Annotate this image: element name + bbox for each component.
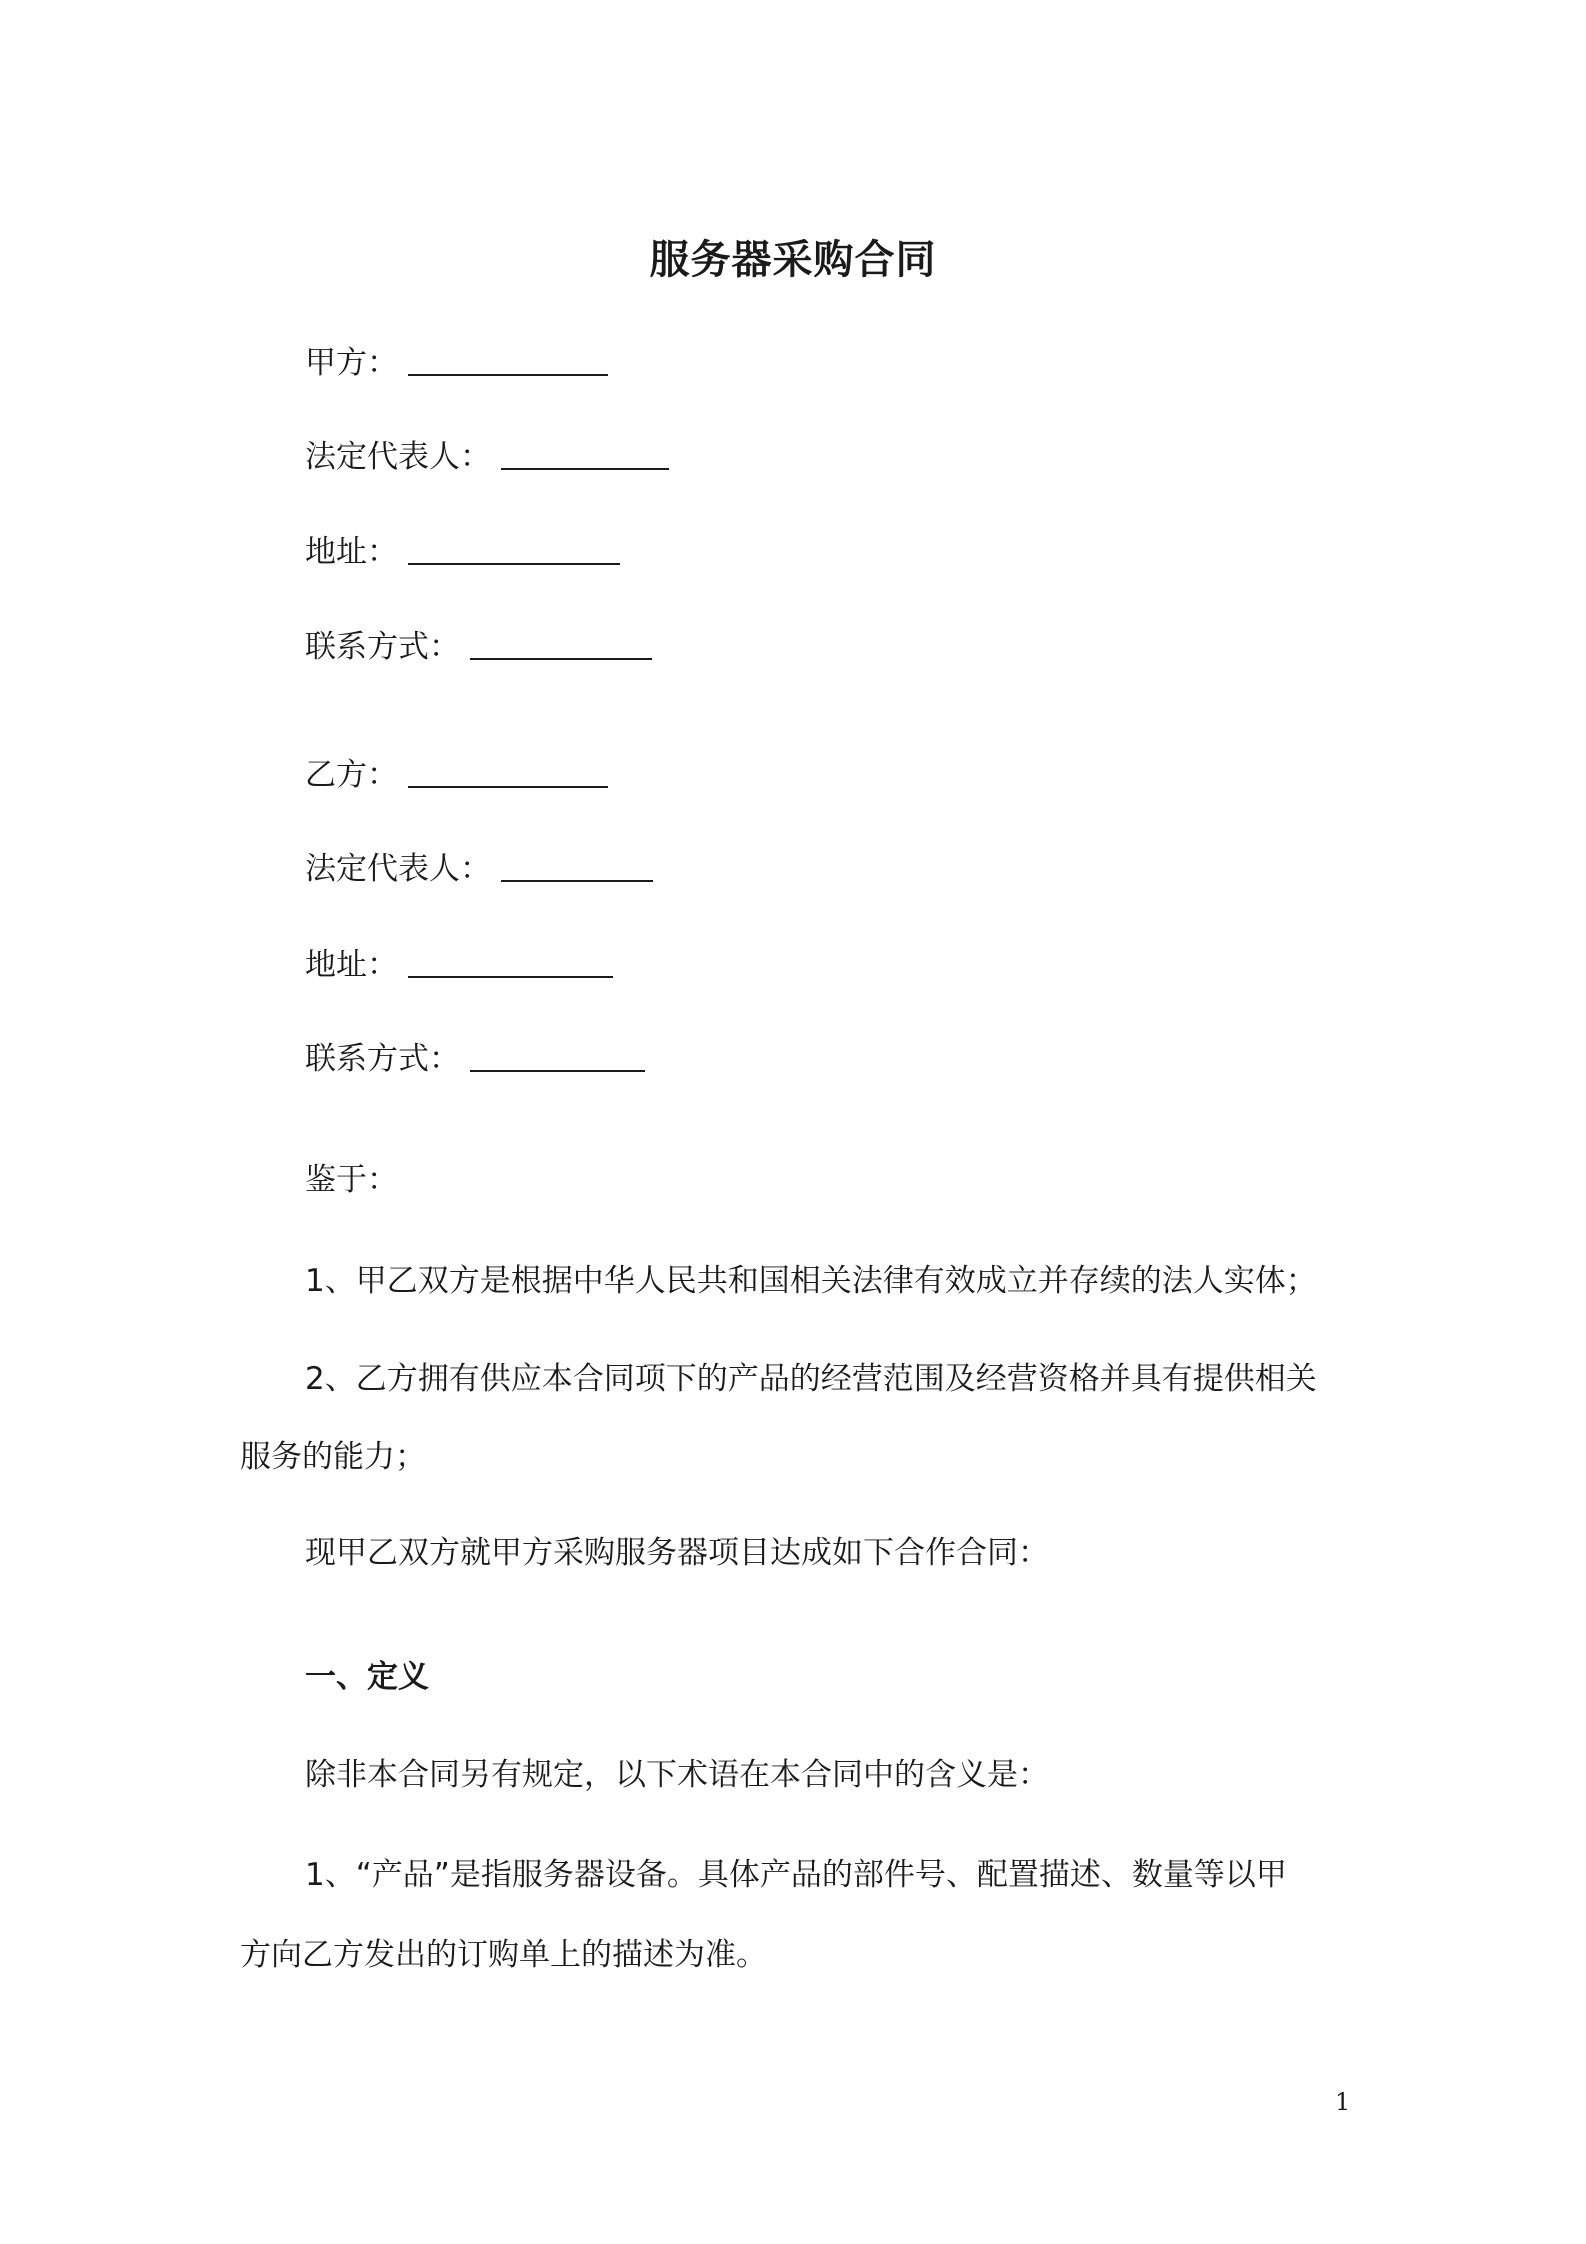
whereas-clause-1: 1、甲乙双方是根据中华人民共和国相关法律有效成立并存续的法人实体； (305, 1263, 1317, 1299)
party-b-address-field (305, 940, 613, 990)
party-a-contact-label: 联系方式： (305, 629, 460, 665)
party-b-address-label: 地址： (305, 947, 398, 983)
party-a-contact-field (305, 622, 652, 672)
party-a-rep-label: 法定代表人： (305, 439, 491, 475)
party-b-rep-field (305, 844, 653, 894)
party-a-contact-blank (470, 622, 652, 660)
party-b-address-blank (408, 940, 613, 978)
whereas-clause-2-line-1: 2、乙方拥有供应本合同项下的产品的经营范围及经营资格并具有提供相关 (305, 1361, 1317, 1397)
party-b-rep-blank (501, 844, 653, 882)
whereas-label: 鉴于： (305, 1162, 398, 1198)
party-b-name-label: 乙方： (305, 757, 398, 793)
party-b-contact-label: 联系方式： (305, 1041, 460, 1077)
party-a-rep-blank (501, 432, 669, 470)
party-a-address-field (305, 527, 620, 577)
whereas-clause-2-line-2: 服务的能力； (240, 1439, 426, 1475)
party-b-rep-label: 法定代表人： (305, 851, 491, 887)
definition-1-line-1: 1、“产品”是指服务器设备。具体产品的部件号、配置描述、数量等以甲 (305, 1857, 1287, 1893)
page-number: 1 (1335, 2088, 1351, 2116)
agreement-intro: 现甲乙双方就甲方采购服务器项目达成如下合作合同： (305, 1535, 1049, 1571)
party-b-contact-blank (470, 1034, 645, 1072)
definition-1-line-2: 方向乙方发出的订购单上的描述为准。 (240, 1937, 767, 1973)
party-a-rep-field (305, 432, 669, 482)
party-a-name-blank (408, 338, 608, 376)
party-a-name-label: 甲方： (305, 345, 398, 381)
party-b-contact-field (305, 1034, 645, 1084)
party-a-address-blank (408, 527, 620, 565)
document-title: 服务器采购合同 (649, 237, 937, 283)
definitions-intro: 除非本合同另有规定，以下术语在本合同中的含义是： (305, 1757, 1049, 1793)
party-a-name-field (305, 338, 608, 388)
party-b-name-blank (408, 750, 608, 788)
section-1-heading: 一、定义 (305, 1659, 429, 1695)
party-a-address-label: 地址： (305, 534, 398, 570)
party-b-name-field (305, 750, 608, 800)
